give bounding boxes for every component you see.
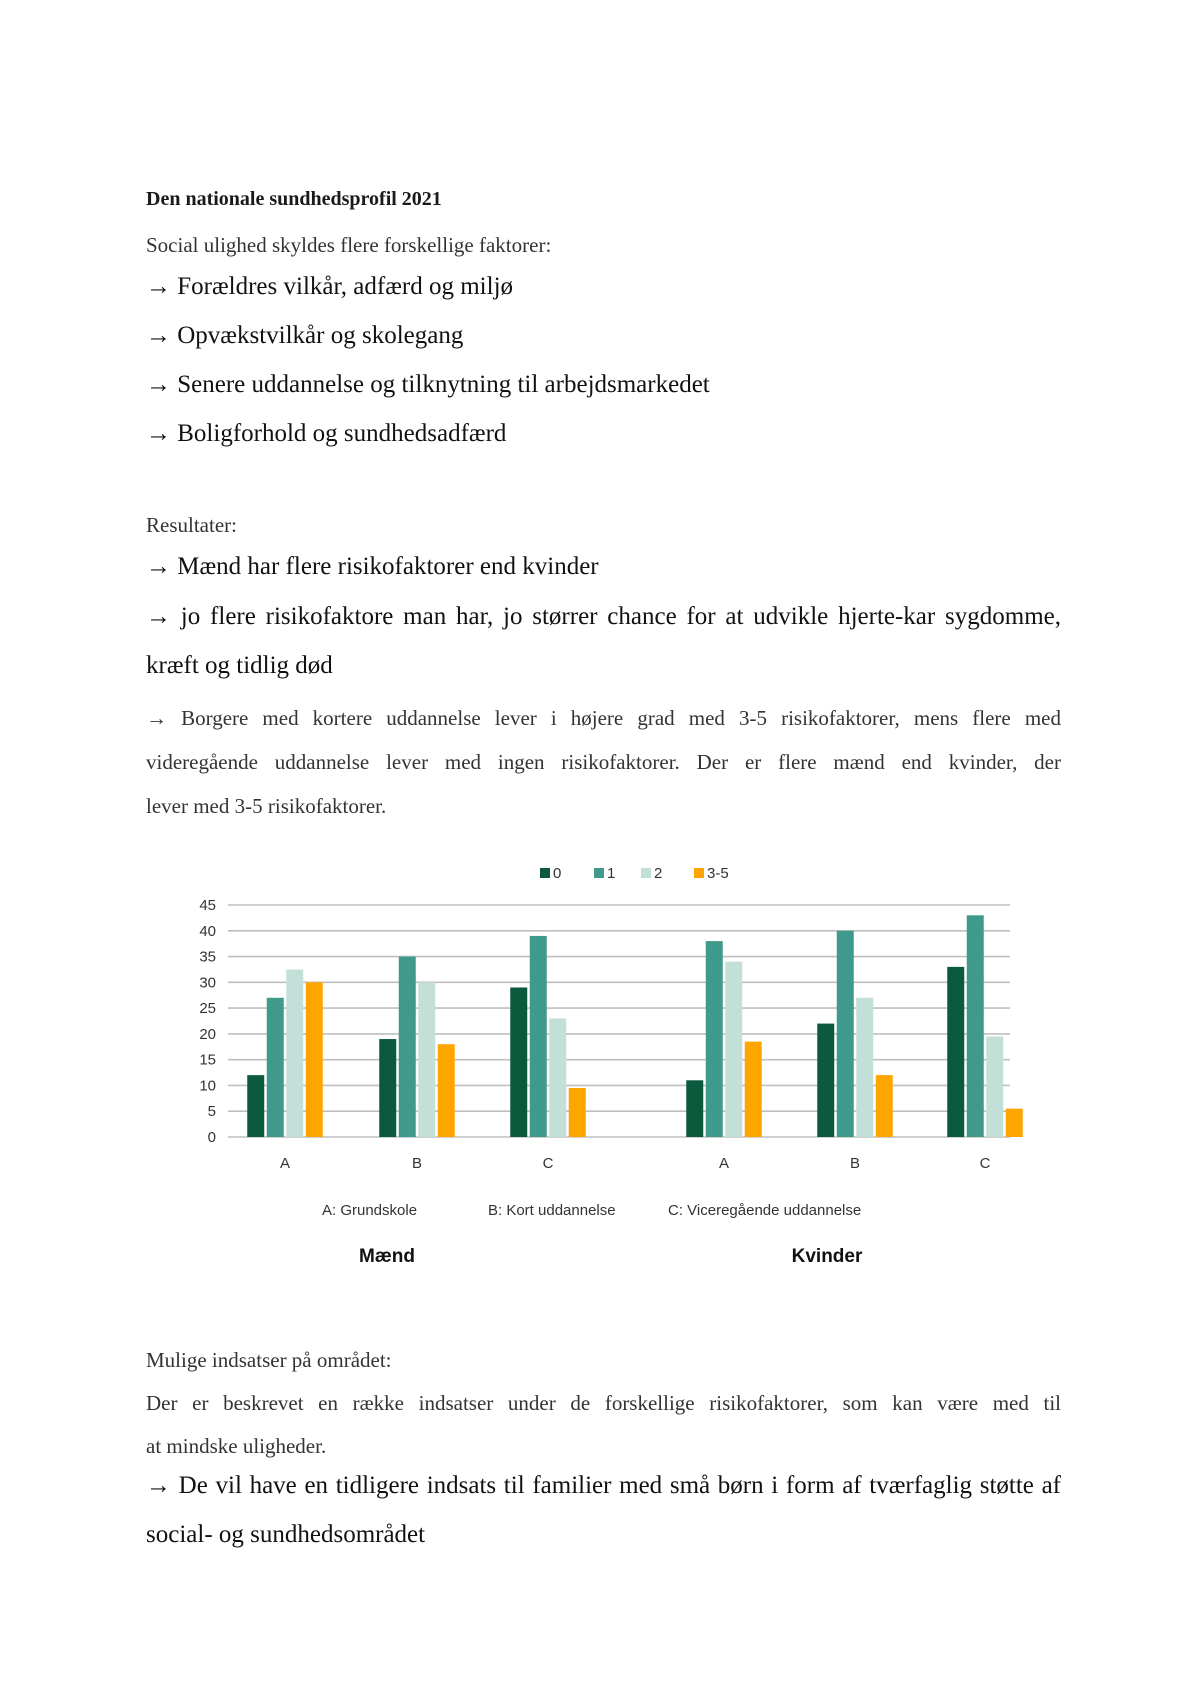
- x-tick-label: A: [279, 1155, 291, 1172]
- intro-text: Social ulighed skyldes flere forskellige faktorer:: [146, 233, 552, 257]
- factor-item: → Forældres vilkår, adfærd og miljø: [146, 273, 514, 300]
- result-item: → jo flere risikofaktore man har, jo størrer chance for at udvikle hjerte-kar sygdomme,: [146, 603, 1061, 630]
- risk-factor-chart: [180, 850, 1040, 1280]
- result-item-continuation: kræft og tidlig død: [146, 652, 333, 679]
- group-label: Mænd: [359, 1246, 415, 1267]
- bar: [510, 987, 527, 1137]
- page-title: Den nationale sundhedsprofil 2021: [146, 188, 442, 210]
- results-paragraph-line: videregående uddannelse lever med ingen risikofaktorer. Der er flere mænd end kvinder, der: [146, 750, 1061, 774]
- factor-item: → Senere uddannelse og tilknytning til arbejdsmarkedet: [146, 371, 710, 398]
- chart-svg: [180, 850, 1040, 1280]
- bar: [706, 941, 723, 1137]
- y-tick-label: 10: [199, 1077, 216, 1095]
- y-tick-label: 15: [199, 1051, 216, 1069]
- bar: [306, 982, 323, 1137]
- bar: [725, 962, 742, 1137]
- factor-item: → Opvækstvilkår og skolegang: [146, 322, 464, 349]
- measures-item-continuation: social- og sundhedsområdet: [146, 1521, 426, 1548]
- legend-swatch: [641, 868, 651, 878]
- bar: [530, 936, 547, 1137]
- y-tick-label: 45: [199, 897, 216, 914]
- bar: [856, 998, 873, 1137]
- legend-label: 0: [553, 865, 562, 882]
- measures-label: Mulige indsatser på området:: [146, 1348, 392, 1372]
- bar: [1006, 1109, 1023, 1137]
- bar: [817, 1024, 834, 1137]
- bar: [379, 1039, 396, 1137]
- bar: [569, 1088, 586, 1137]
- bar: [745, 1042, 762, 1137]
- bar: [267, 998, 284, 1137]
- y-tick-label: 40: [199, 922, 216, 940]
- bar: [986, 1036, 1003, 1137]
- legend-swatch: [540, 868, 550, 878]
- x-tick-label: C: [542, 1155, 554, 1172]
- x-tick-label: B: [849, 1155, 861, 1172]
- chart-footnote: B: Kort uddannelse: [488, 1202, 616, 1219]
- results-label: Resultater:: [146, 513, 237, 537]
- y-tick-label: 0: [207, 1129, 216, 1146]
- y-tick-label: 35: [199, 948, 216, 966]
- bar: [876, 1075, 893, 1137]
- measures-item: → De vil have en tidligere indsats til familier med små børn i form af tværfaglig støtte af: [146, 1472, 1061, 1499]
- bar: [247, 1075, 264, 1137]
- bar: [549, 1018, 566, 1137]
- y-tick-label: 30: [199, 974, 216, 992]
- bar: [837, 931, 854, 1137]
- bar: [418, 982, 435, 1137]
- bar: [947, 967, 964, 1137]
- bar: [399, 957, 416, 1137]
- bar: [967, 915, 984, 1137]
- bar: [686, 1080, 703, 1137]
- y-tick-label: 25: [199, 1000, 216, 1018]
- legend-swatch: [694, 868, 704, 878]
- x-tick-label: C: [979, 1155, 991, 1172]
- chart-footnote: A: Grundskole: [322, 1202, 418, 1219]
- legend-swatch: [594, 868, 604, 878]
- factor-item: → Boligforhold og sundhedsadfærd: [146, 420, 507, 447]
- bar: [286, 969, 303, 1137]
- result-item: → Mænd har flere risikofaktorer end kvinder: [146, 553, 599, 580]
- group-label: Kvinder: [791, 1246, 863, 1267]
- legend-label: 1: [607, 865, 616, 882]
- x-tick-label: A: [718, 1155, 730, 1172]
- results-paragraph-line: lever med 3-5 risikofaktorer.: [146, 794, 387, 818]
- bar: [438, 1044, 455, 1137]
- legend-label: 3-5: [707, 865, 729, 882]
- measures-paragraph-line: Der er beskrevet en række indsatser under de forskellige risikofaktorer, som kan være med til: [146, 1391, 1061, 1415]
- legend-label: 2: [654, 865, 663, 882]
- results-paragraph-line: → Borgere med kortere uddannelse lever i højere grad med 3-5 risikofaktorer, mens flere med: [146, 706, 1061, 730]
- y-tick-label: 20: [199, 1025, 216, 1043]
- y-tick-label: 5: [207, 1103, 216, 1121]
- chart-footnote: C: Viceregående uddannelse: [668, 1202, 862, 1219]
- measures-paragraph-line: at mindske uligheder.: [146, 1434, 327, 1458]
- x-tick-label: B: [411, 1155, 423, 1172]
